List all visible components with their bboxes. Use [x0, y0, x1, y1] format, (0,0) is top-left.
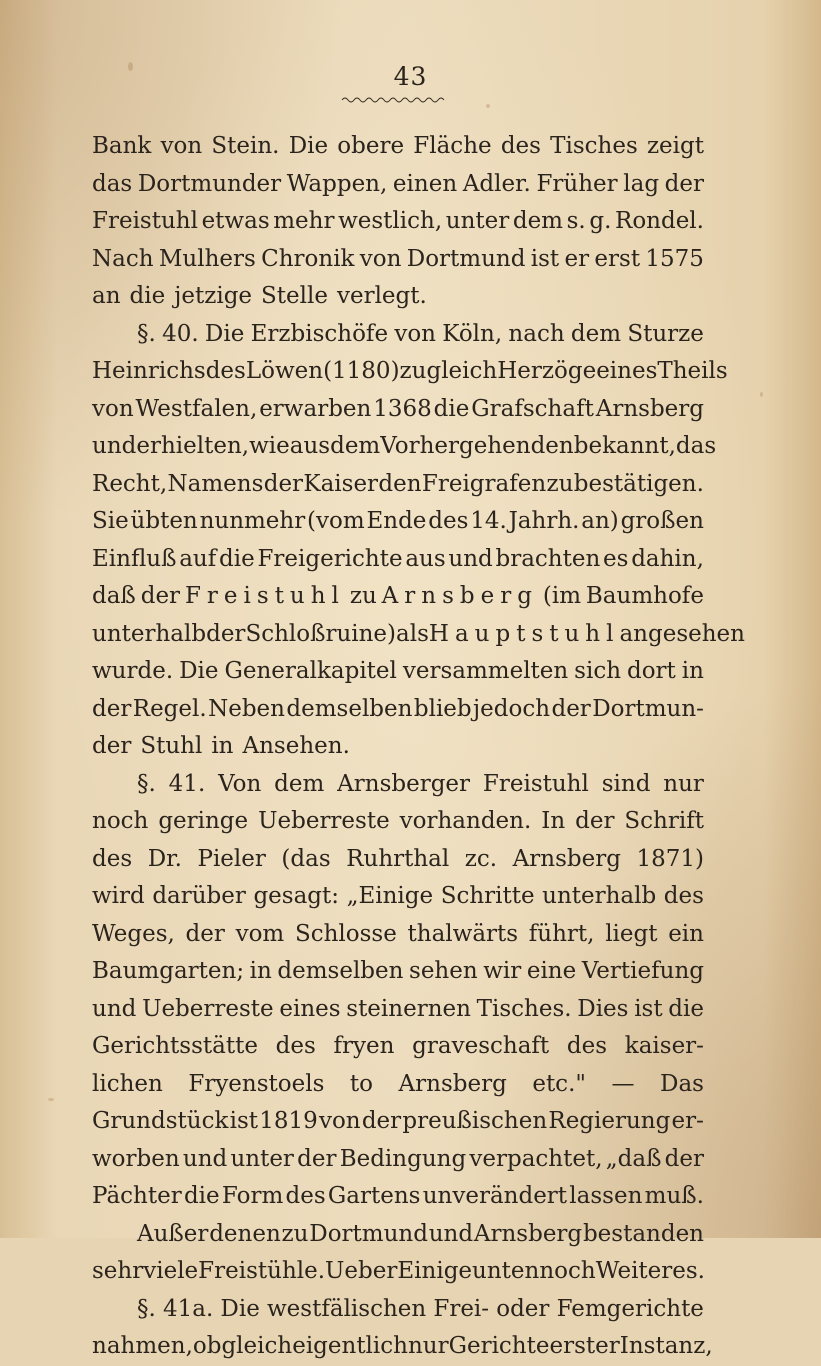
word: Schlosse: [294, 920, 397, 947]
text-line: [92, 1178, 704, 1216]
word: die: [668, 995, 704, 1022]
word: 1575: [645, 245, 704, 272]
word: der: [185, 920, 225, 947]
word: des: [205, 358, 246, 384]
word: nach: [508, 320, 565, 347]
paper-stain: [48, 1098, 54, 1101]
word: der: [206, 620, 246, 647]
word: Arnsberg: [512, 845, 621, 872]
word: aus: [405, 545, 446, 572]
word: des: [285, 1183, 326, 1209]
word: geringe: [158, 808, 249, 834]
word: Pieler: [197, 845, 266, 872]
text-line: [92, 1028, 704, 1066]
word: versammelten: [402, 658, 569, 684]
word: muß.: [644, 1183, 704, 1209]
word: kaiser-: [624, 1033, 704, 1059]
text-line: [92, 203, 704, 241]
text-line: [92, 428, 717, 466]
word: erst: [594, 245, 641, 272]
word: jetzige: [174, 283, 253, 309]
word: der: [361, 1108, 402, 1134]
word: Die: [288, 133, 329, 159]
word: zeigt: [646, 133, 704, 159]
word: demselben: [286, 695, 413, 722]
word: Tisches.: [476, 995, 572, 1022]
word: Ansehen.: [242, 733, 350, 759]
word: thalwärts: [407, 920, 519, 947]
word: to: [349, 1070, 374, 1097]
word: Die: [220, 1295, 260, 1322]
word: wir: [483, 958, 522, 984]
word: Einige: [397, 1258, 473, 1284]
word: Wappen,: [286, 170, 388, 197]
word: lag: [623, 170, 660, 197]
word: 1819: [259, 1108, 318, 1134]
word: Arnsberger: [337, 770, 471, 797]
word: Ueberreste: [258, 808, 390, 834]
text-line: [92, 316, 704, 354]
word: ist: [229, 1108, 259, 1134]
word: Nach: [92, 245, 154, 272]
word: §.: [137, 320, 156, 347]
word: von: [318, 1108, 361, 1134]
word: dem: [570, 320, 622, 347]
word: Regierung: [548, 1108, 671, 1134]
word: von: [394, 320, 436, 347]
word: Ueberreste: [142, 995, 274, 1022]
text-line: [92, 128, 704, 166]
page-number: 43: [393, 62, 428, 91]
word: führt,: [528, 920, 595, 947]
text-line: [92, 278, 704, 316]
word: Bedingung: [339, 1145, 467, 1172]
word: 41.: [168, 770, 206, 797]
word: §.: [137, 1295, 156, 1322]
text-line: [92, 1216, 704, 1254]
text-line: [92, 1291, 704, 1329]
word: obere: [337, 133, 405, 159]
word: Jahrh.: [508, 508, 580, 534]
word: der: [140, 583, 181, 609]
word: Gerichtsstätte: [92, 1033, 258, 1059]
word: Köln,: [442, 320, 503, 347]
word: dem: [274, 770, 325, 797]
word: Fläche: [413, 133, 492, 159]
word: zu: [349, 583, 377, 609]
text-line: [92, 991, 704, 1029]
word: Sturze: [627, 320, 704, 347]
word: Rondel.: [615, 208, 704, 234]
word: Vertiefung: [581, 958, 704, 984]
wavy-rule-ornament: [342, 96, 446, 104]
word: Von: [218, 770, 262, 797]
text-line: [92, 691, 704, 729]
word: Baumgarten;: [92, 958, 245, 984]
text-line: [92, 1066, 704, 1104]
paper-stain: [486, 104, 490, 108]
word: §.: [137, 770, 156, 797]
word: und: [92, 433, 137, 459]
word: darüber: [152, 883, 246, 909]
word: worben: [92, 1145, 180, 1172]
word: (vom: [307, 508, 365, 534]
word: eines: [596, 358, 658, 384]
word: aus: [289, 433, 331, 459]
word: Stein.: [211, 133, 280, 159]
word: Die: [204, 320, 245, 347]
word: einen: [392, 170, 458, 197]
word: 41a.: [162, 1295, 214, 1322]
word: der: [92, 733, 132, 759]
word: in: [681, 658, 704, 684]
word: als: [396, 620, 429, 647]
word: wie: [249, 433, 290, 459]
word: Baumhofe: [585, 583, 704, 609]
word: verlegt.: [336, 283, 427, 309]
word: Namens: [167, 470, 264, 497]
word: er-: [671, 1108, 704, 1134]
text-line: [92, 1141, 704, 1179]
word: vom: [235, 920, 285, 947]
word: lassen: [569, 1183, 643, 1209]
word: jedoch: [473, 695, 551, 722]
word: des: [428, 508, 469, 534]
word: des: [92, 845, 133, 872]
word: Gartens: [327, 1183, 421, 1209]
word: Westfalen,: [135, 395, 258, 422]
word: dem: [330, 433, 381, 459]
word: 40.: [162, 320, 199, 347]
text-line: [92, 166, 704, 204]
word: Dr.: [147, 845, 182, 872]
word: Arnsberg: [381, 583, 538, 609]
word: eines: [279, 995, 341, 1022]
word: es: [603, 545, 629, 572]
word: die: [183, 1183, 220, 1209]
word: Adler.: [462, 170, 531, 197]
word: der: [664, 1145, 704, 1172]
word: Dortmund: [309, 1220, 428, 1247]
word: Freistühle.: [198, 1258, 326, 1284]
word: bekannt,: [573, 433, 676, 459]
word: erster: [549, 1333, 620, 1359]
word: westlich,: [338, 208, 443, 234]
word: der: [92, 695, 132, 722]
text-line: [92, 241, 704, 279]
word: er: [564, 245, 590, 272]
word: zugleich: [399, 358, 498, 384]
word: Ende: [366, 508, 427, 534]
word: unter: [445, 208, 510, 234]
text-line: [92, 616, 745, 654]
text-line: [92, 878, 704, 916]
word: Freistuhl: [184, 583, 345, 609]
word: den: [378, 470, 422, 497]
word: lichen: [92, 1070, 163, 1097]
word: (1180): [323, 358, 400, 384]
word: Hauptstuhl: [428, 620, 620, 647]
word: etwas: [201, 208, 270, 234]
word: und: [182, 1145, 228, 1172]
text-line: [92, 1103, 704, 1141]
word: graveschaft: [412, 1033, 550, 1059]
word: zu: [546, 470, 574, 497]
word: die: [433, 395, 470, 422]
word: der: [664, 170, 704, 197]
word: Arnsberg: [473, 1220, 583, 1247]
word: des: [663, 883, 704, 909]
word: Weiteres.: [595, 1258, 705, 1284]
word: Heinrichs: [92, 358, 206, 384]
word: bestätigen.: [573, 470, 704, 497]
word: Bank: [92, 133, 152, 159]
word: von: [92, 395, 134, 422]
word: unter: [230, 1145, 294, 1172]
word: der: [297, 1145, 337, 1172]
paper-stain: [760, 392, 763, 397]
text-line: [92, 841, 704, 879]
word: Außer: [137, 1220, 209, 1247]
word: verpachtet,: [469, 1145, 603, 1172]
word: In: [541, 808, 566, 834]
word: nahmen,: [92, 1333, 193, 1359]
word: vorhanden.: [399, 808, 532, 834]
word: g.: [589, 208, 612, 234]
word: 14.: [470, 508, 507, 534]
word: liegt: [605, 920, 658, 947]
word: Schritte: [440, 883, 535, 909]
text-line: [92, 466, 704, 504]
word: Fryenstoels: [188, 1070, 325, 1097]
word: daß: [92, 583, 136, 609]
word: und: [92, 995, 137, 1022]
word: wurde.: [92, 658, 174, 684]
text-line: [92, 916, 704, 954]
word: von: [359, 245, 402, 272]
word: eigentlich: [292, 1333, 408, 1359]
word: oder: [496, 1295, 550, 1322]
word: unverändert: [422, 1183, 568, 1209]
word: erwarben: [259, 395, 372, 422]
word: nur: [407, 1333, 449, 1359]
word: sich: [574, 658, 622, 684]
word: unten: [472, 1258, 540, 1284]
word: unterhalb: [542, 883, 657, 909]
word: Das: [660, 1070, 704, 1097]
word: an): [581, 508, 619, 534]
word: und: [448, 545, 493, 572]
word: obgleich: [192, 1333, 293, 1359]
word: an: [92, 283, 121, 309]
word: Grundstück: [92, 1108, 229, 1134]
word: des: [275, 1033, 316, 1059]
word: Dortmun-: [592, 695, 704, 722]
word: die: [129, 283, 166, 309]
word: Tisches: [550, 133, 638, 159]
word: angesehen: [619, 620, 745, 647]
word: Pächter: [92, 1183, 182, 1209]
word: (das: [281, 845, 331, 872]
word: ist: [634, 995, 663, 1022]
word: eine: [526, 958, 577, 984]
word: Dortmunder: [137, 170, 282, 197]
word: Erzbischöfe: [250, 320, 389, 347]
word: bestanden: [582, 1220, 704, 1247]
word: mehr: [273, 208, 335, 234]
word: Die: [179, 658, 219, 684]
word: Gerichte: [448, 1333, 550, 1359]
word: Sie: [92, 508, 129, 534]
text-line: [92, 953, 704, 991]
word: Instanz,: [619, 1333, 713, 1359]
word: „daß: [605, 1145, 662, 1172]
word: westfälischen: [267, 1295, 427, 1322]
word: Freigerichte: [257, 545, 403, 572]
word: Löwen: [245, 358, 324, 384]
word: und: [428, 1220, 474, 1247]
word: Recht,: [92, 470, 168, 497]
word: Theils: [657, 358, 728, 384]
word: zc.: [464, 845, 498, 872]
word: Ueber: [325, 1258, 398, 1284]
word: Stelle: [261, 283, 328, 309]
text-line: [92, 353, 728, 391]
word: in: [211, 733, 234, 759]
word: wird: [92, 883, 145, 909]
word: Herzöge: [497, 358, 597, 384]
word: Schrift: [624, 808, 704, 834]
word: unterhalb: [92, 620, 207, 647]
word: etc.": [532, 1070, 586, 1097]
word: sehen: [409, 958, 478, 984]
word: preußischen: [402, 1108, 548, 1134]
word: der: [575, 808, 615, 834]
word: Frei-: [433, 1295, 490, 1322]
word: ist: [530, 245, 560, 272]
word: dem: [512, 208, 563, 234]
word: 1368: [373, 395, 432, 422]
word: erhielten,: [136, 433, 250, 459]
word: sind: [601, 770, 651, 797]
word: des: [566, 1033, 608, 1059]
word: das: [92, 170, 133, 197]
word: die: [219, 545, 255, 572]
word: (im: [542, 583, 581, 609]
word: Dortmund: [406, 245, 526, 272]
word: s.: [566, 208, 586, 234]
word: denen: [209, 1220, 281, 1247]
word: auf: [179, 545, 217, 572]
text-line: [92, 391, 704, 429]
word: Arnsberg: [595, 395, 704, 422]
word: dahin,: [631, 545, 704, 572]
text-line: [92, 1328, 713, 1366]
word: Freigrafen: [421, 470, 547, 497]
text-line: [92, 766, 704, 804]
word: Ruhrthal: [346, 845, 450, 872]
word: nunmehr: [199, 508, 306, 534]
word: Generalkapitel: [224, 658, 397, 684]
body-text: [92, 128, 745, 1366]
word: Stuhl: [140, 733, 203, 759]
word: der: [551, 695, 591, 722]
word: das: [675, 433, 717, 459]
word: Arnsberg: [398, 1070, 507, 1097]
word: brachten: [495, 545, 601, 572]
word: dort: [626, 658, 676, 684]
word: Schloßruine): [245, 620, 397, 647]
word: noch: [539, 1258, 596, 1284]
word: Neben: [208, 695, 285, 722]
text-line: [92, 503, 704, 541]
word: Freistuhl: [92, 208, 198, 234]
word: Weges,: [92, 920, 175, 947]
text-line: [92, 578, 704, 616]
word: Dies: [577, 995, 629, 1022]
word: —: [611, 1070, 635, 1097]
text-line: [92, 541, 704, 579]
word: noch: [92, 808, 149, 834]
word: viele: [143, 1258, 199, 1284]
word: in: [249, 958, 272, 984]
word: Freistuhl: [482, 770, 589, 797]
text-line: [92, 728, 704, 766]
text-line: [92, 1253, 704, 1291]
word: der: [263, 470, 304, 497]
word: „Einige: [346, 883, 434, 909]
word: Kaiser: [303, 470, 379, 497]
word: übten: [130, 508, 198, 534]
word: blieb: [413, 695, 472, 722]
word: ein: [668, 920, 704, 947]
word: Früher: [536, 170, 618, 197]
word: demselben: [277, 958, 404, 984]
word: Form: [221, 1183, 284, 1209]
word: 1871): [636, 845, 704, 872]
word: großen: [620, 508, 704, 534]
word: gesagt:: [253, 883, 340, 909]
text-line: [92, 803, 704, 841]
word: Einfluß: [92, 545, 177, 572]
word: steinernen: [346, 995, 471, 1022]
word: Femgerichte: [556, 1295, 704, 1322]
word: Chronik: [261, 245, 355, 272]
word: des: [500, 133, 541, 159]
word: Vorhergehenden: [380, 433, 574, 459]
word: fryen: [333, 1033, 395, 1059]
word: Mulhers: [158, 245, 256, 272]
word: von: [160, 133, 203, 159]
word: nur: [663, 770, 704, 797]
word: sehr: [92, 1258, 144, 1284]
word: Regel.: [132, 695, 207, 722]
text-line: [92, 653, 704, 691]
word: zu: [281, 1220, 309, 1247]
word: Grafschaft: [471, 395, 594, 422]
